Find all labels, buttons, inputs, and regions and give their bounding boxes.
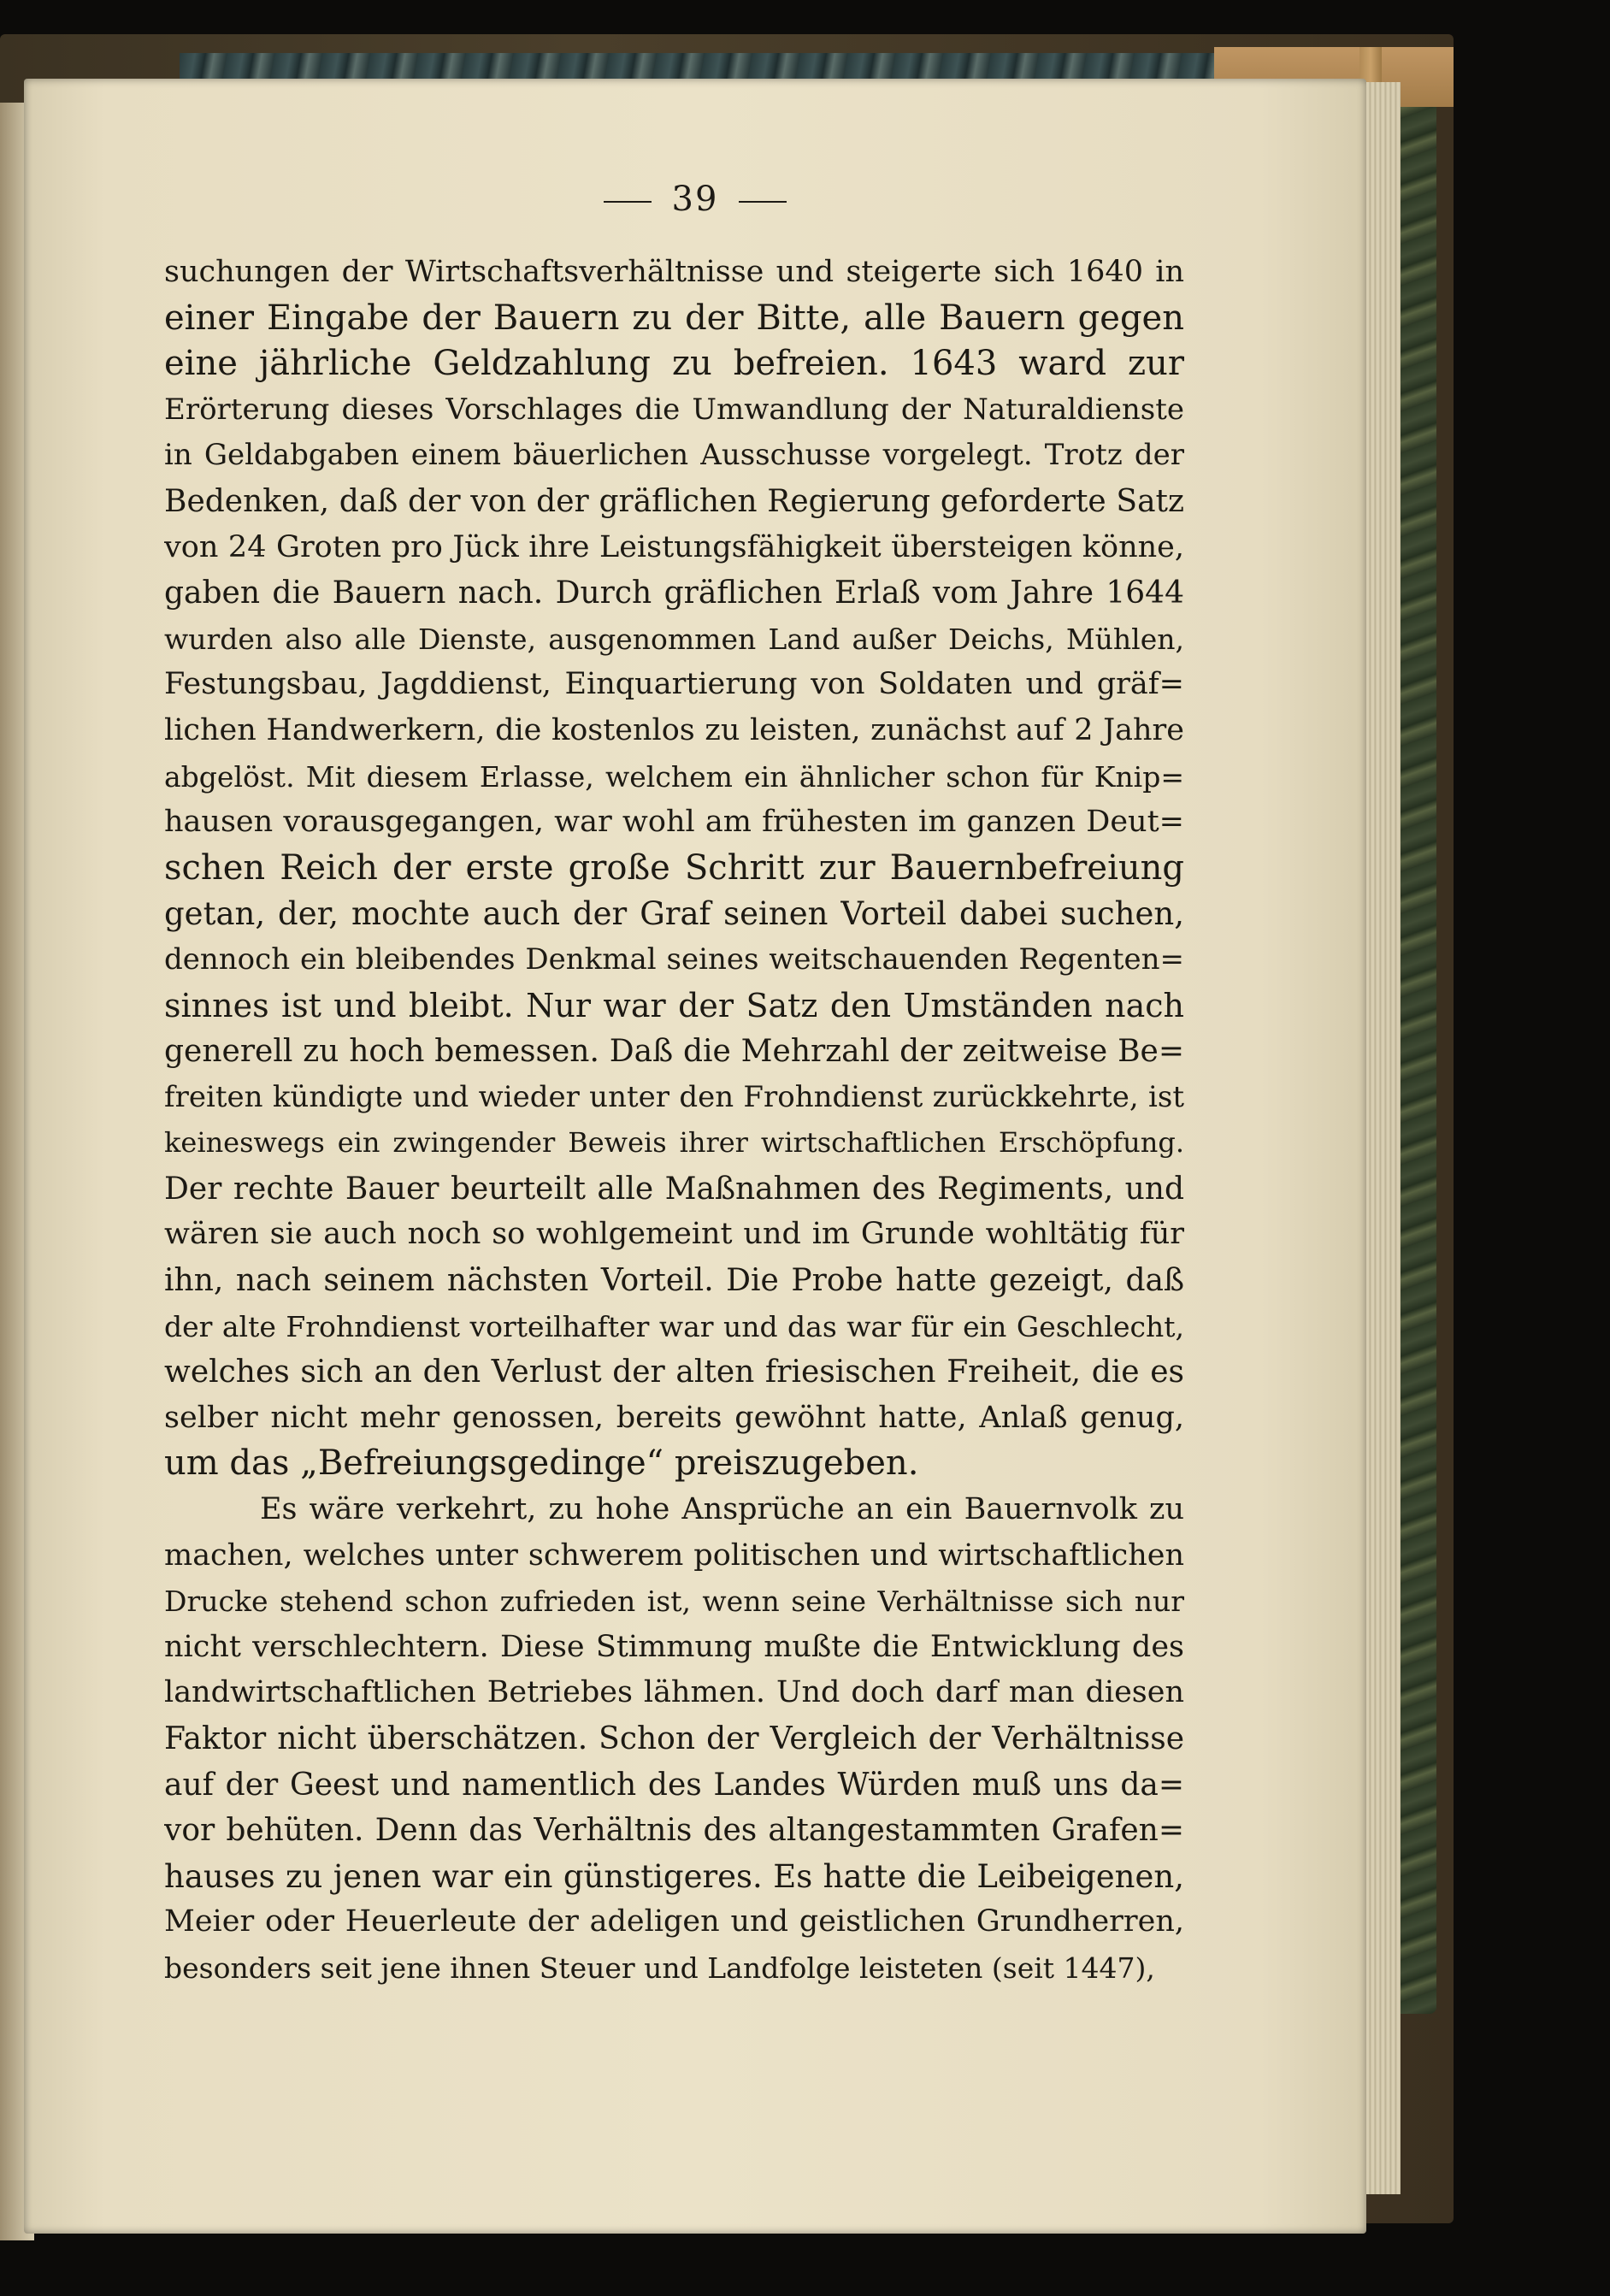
text-line: freiten kündigte und wieder unter den Frohndienst zurückkehrte, ist: [164, 1079, 1184, 1114]
text-line: sinnes ist und bleibt. Nur war der Satz den Umständen nach: [164, 986, 1184, 1024]
text-line: gaben die Bauern nach. Durch gräflichen Erlaß vom Jahre 1644: [164, 575, 1184, 611]
body-text: [164, 250, 1184, 1992]
text-line: dennoch ein bleibendes Denkmal seines weitschauenden Regenten=: [164, 941, 1184, 977]
text-line: von 24 Groten pro Jück ihre Leistungsfähigkeit übersteigen könne,: [164, 529, 1184, 564]
text-line: Meier oder Heuerleute der adeligen und geistlichen Grundherren,: [164, 1904, 1184, 1939]
text-line: keineswegs ein zwingender Beweis ihrer wirtschaftlichen Erschöpfung.: [164, 1126, 1184, 1160]
text-line: Es wäre verkehrt, zu hohe Ansprüche an ein Bauernvolk zu: [260, 1492, 1184, 1527]
header-dash-left: [604, 201, 652, 203]
text-line: Festungsbau, Jagddienst, Einquartierung von Soldaten und gräf=: [164, 667, 1184, 702]
header-dash-right: [739, 201, 787, 203]
text-line: wurden also alle Dienste, ausgenommen Land außer Deichs, Mühlen,: [164, 622, 1184, 656]
text-line: welches sich an den Verlust der alten friesischen Freiheit, die es: [164, 1355, 1184, 1390]
text-line: vor behüten. Denn das Verhältnis des altangestammten Grafen=: [164, 1813, 1184, 1849]
text-line: lichen Handwerkern, die kostenlos zu leisten, zunächst auf 2 Jahre: [164, 712, 1184, 747]
text-line: wären sie auch noch so wohlgemeint und im Grunde wohltätig für: [164, 1217, 1184, 1252]
text-line: Faktor nicht überschätzen. Schon der Vergleich der Verhältnisse: [164, 1721, 1184, 1756]
text-line: Erörterung dieses Vorschlages die Umwandlung der Naturaldienste: [164, 392, 1184, 427]
text-line: selber nicht mehr genossen, bereits gewöhnt hatte, Anlaß genug,: [164, 1400, 1184, 1435]
page-header: [24, 180, 1366, 219]
text-line: suchungen der Wirtschaftsverhältnisse und steigerte sich 1640 in: [164, 255, 1184, 289]
text-line: auf der Geest und namentlich des Landes Würden muß uns da=: [164, 1767, 1184, 1803]
text-line: schen Reich der erste große Schritt zur Bauernbefreiung: [164, 847, 1184, 888]
page-stack-edge: [1366, 82, 1401, 2194]
text-line: abgelöst. Mit diesem Erlasse, welchem ein ähnlicher schon für Knip=: [164, 759, 1184, 794]
page-number: 39: [671, 180, 719, 219]
text-line: landwirtschaftlichen Betriebes lähmen. Und doch darf man diesen: [164, 1675, 1184, 1710]
text-line: getan, der, mochte auch der Graf seinen Vorteil dabei suchen,: [164, 895, 1184, 933]
text-line: hauses zu jenen war ein günstigeres. Es hatte die Leibeigenen,: [164, 1857, 1184, 1895]
text-line: hausen vorausgegangen, war wohl am frühesten im ganzen Deut=: [164, 805, 1184, 840]
text-line: Der rechte Bauer beurteilt alle Maßnahmen des Regiments, und: [164, 1171, 1184, 1207]
text-line: nicht verschlechtern. Diese Stimmung mußte die Entwicklung des: [164, 1629, 1184, 1664]
text-line: einer Eingabe der Bauern zu der Bitte, alle Bauern gegen: [164, 298, 1184, 338]
text-line: der alte Frohndienst vorteilhafter war und das war für ein Geschlecht,: [164, 1309, 1184, 1343]
text-line: in Geldabgaben einem bäuerlichen Ausschusse vorgelegt. Trotz der: [164, 438, 1184, 473]
text-line: machen, welches unter schwerem politischen und wirtschaftlichen: [164, 1538, 1184, 1573]
text-line: Drucke stehend schon zufrieden ist, wenn seine Verhältnisse sich nur: [164, 1585, 1184, 1619]
text-line: Bedenken, daß der von der gräflichen Regierung geforderte Satz: [164, 483, 1184, 519]
text-line: um das „Befreiungsgedinge“ preiszugeben.: [164, 1443, 919, 1484]
text-line: ihn, nach seinem nächsten Vorteil. Die Probe hatte gezeigt, daß: [164, 1263, 1184, 1299]
text-line: eine jährliche Geldzahlung zu befreien. 1643 ward zur: [164, 344, 1184, 384]
text-line: generell zu hoch bemessen. Daß die Mehrzahl der zeitweise Be=: [164, 1034, 1184, 1070]
text-line: besonders seit jene ihnen Steuer und Landfolge leisteten (seit 1447),: [164, 1951, 1155, 1985]
